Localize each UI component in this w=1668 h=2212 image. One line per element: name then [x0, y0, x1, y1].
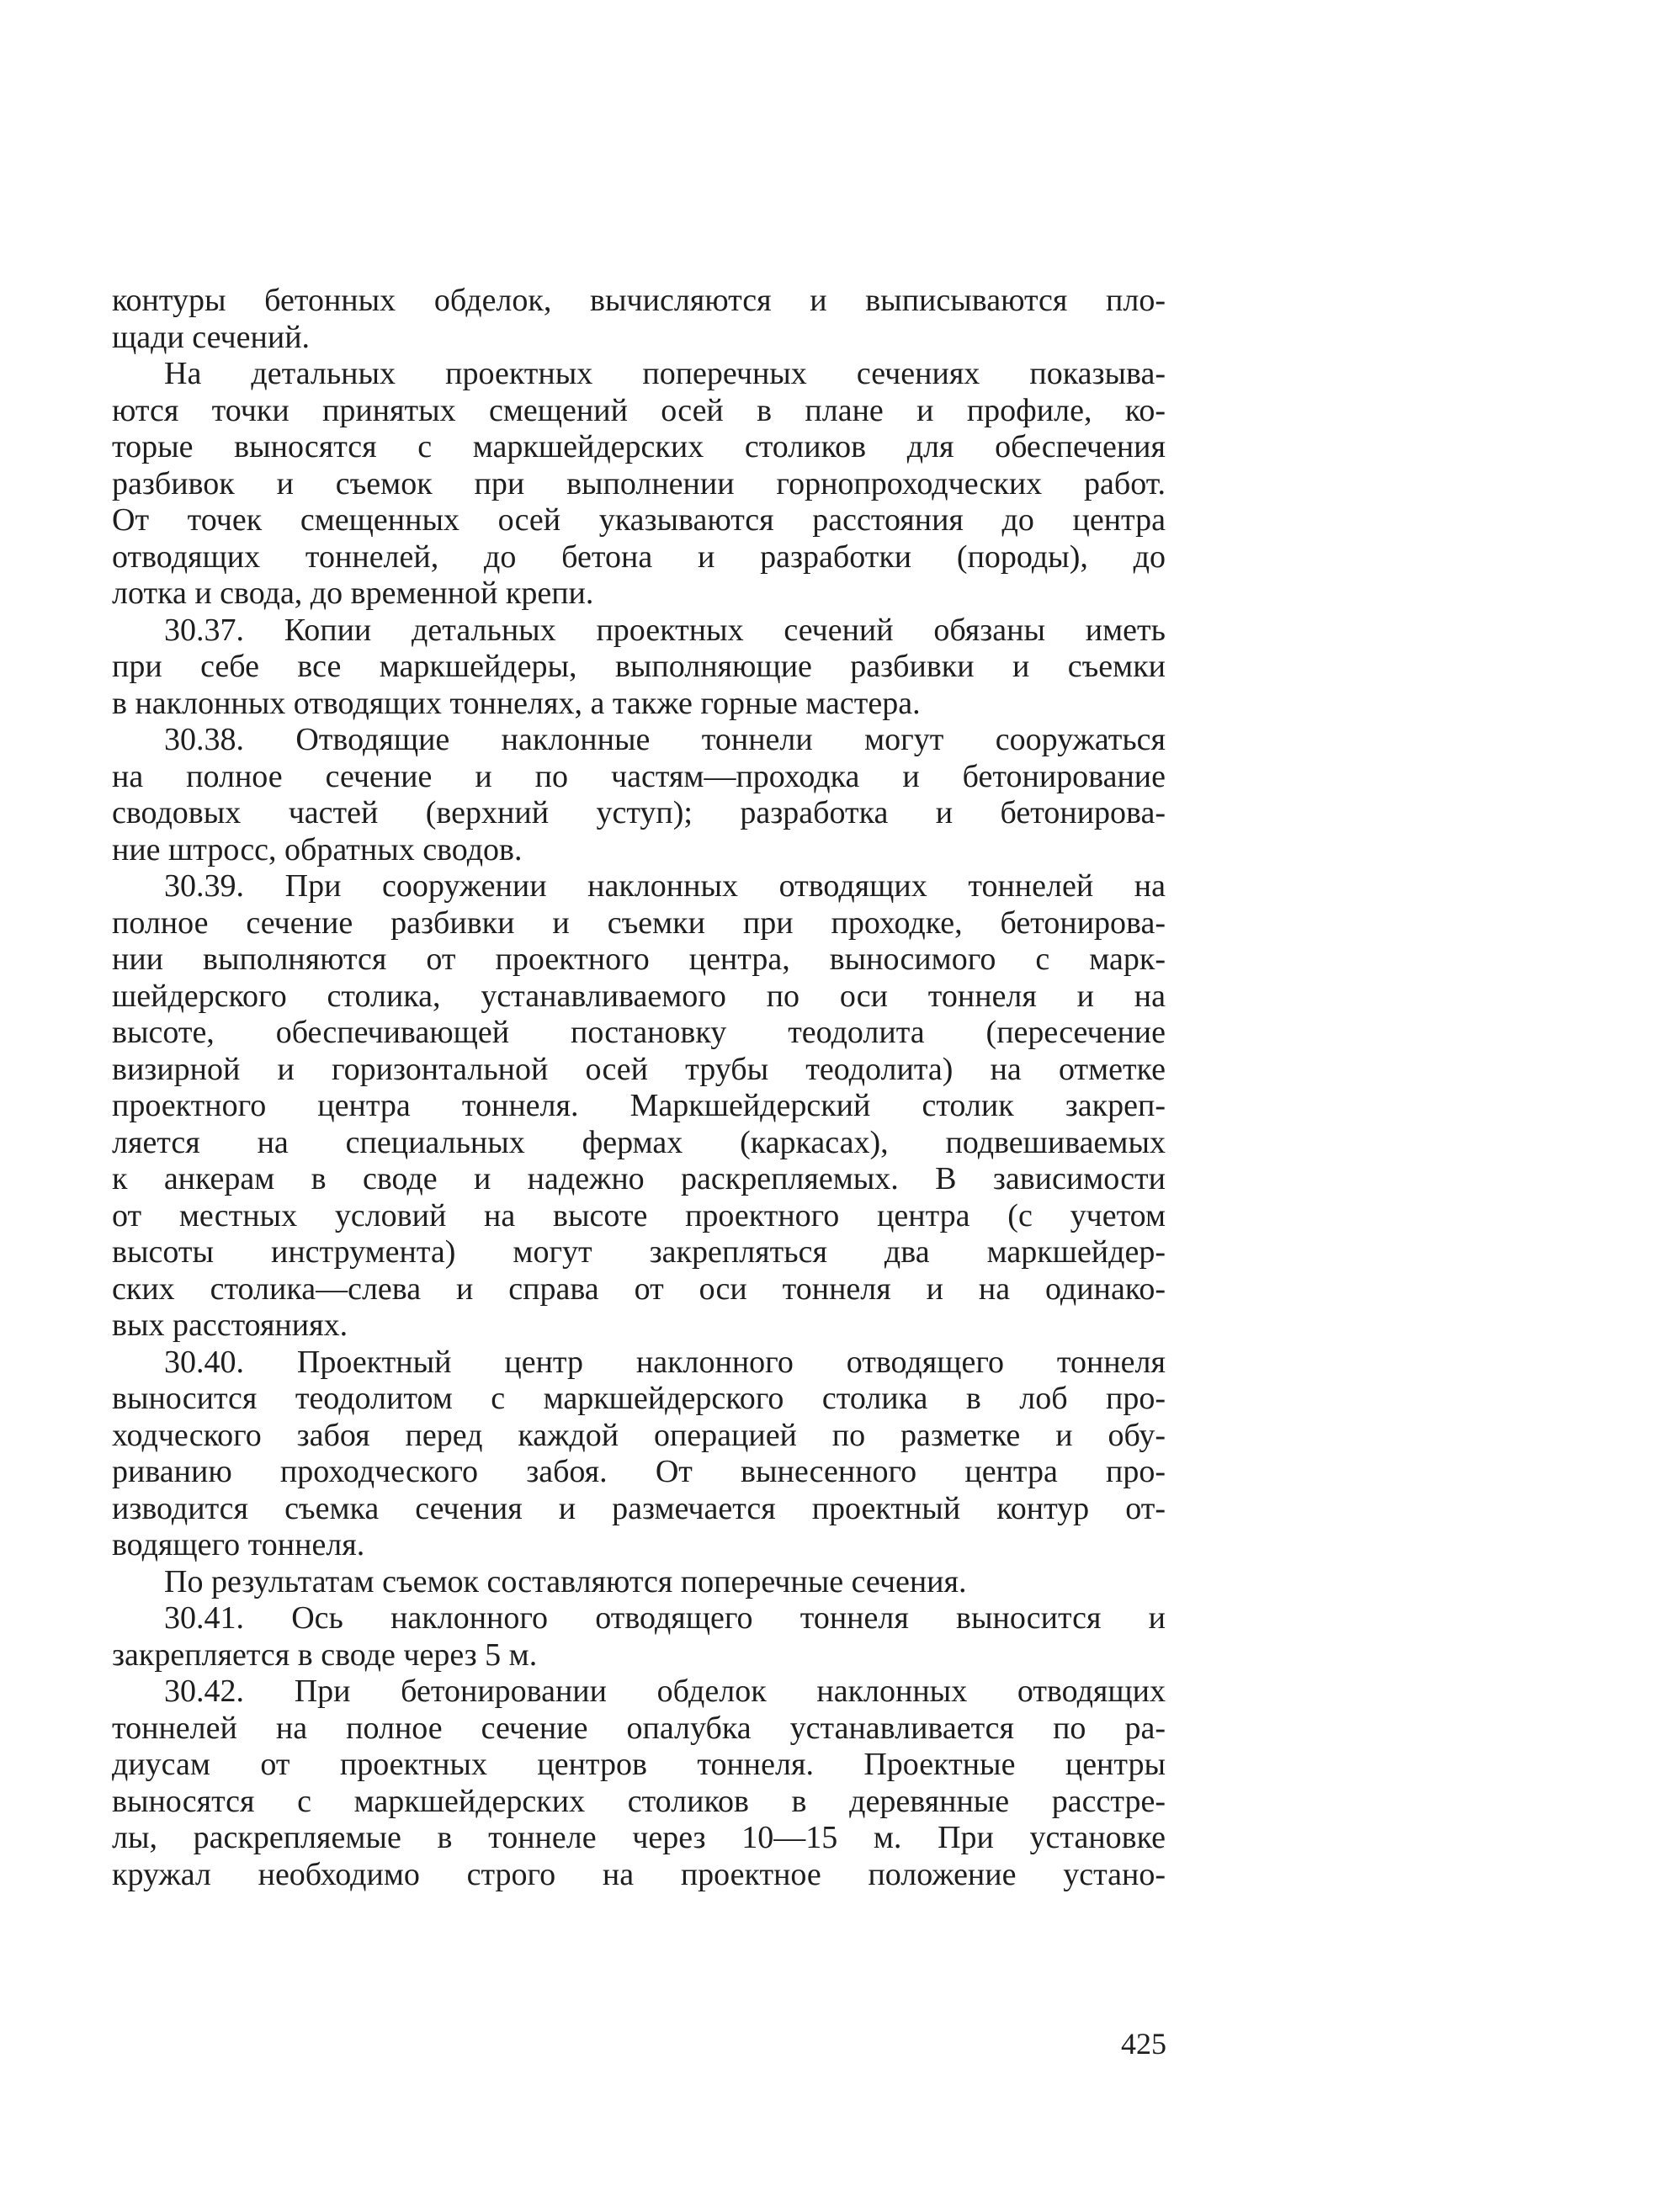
text-line: ских столика—слева и справа от оси тоннеля и на одинако-: [112, 1270, 1166, 1307]
text-line: высоте, обеспечивающей постановку теодолита (пересечение: [112, 1015, 1166, 1050]
text-line: от местных условий на высоте проектного центра (с учетом: [112, 1197, 1166, 1233]
text-line: лы, раскрепляемые в тоннеле через 10—15 м. При установке: [112, 1820, 1166, 1855]
text-line: 30.40. Проектный центр наклонного отводящего тоннеля: [164, 1344, 1166, 1380]
text-line: От точек смещенных осей указываются расстояния до центра: [112, 502, 1166, 538]
text-line: 30.41. Ось наклонного отводящего тоннеля выносится и: [164, 1600, 1166, 1636]
text-line: ние штросс, обратных сводов.: [112, 831, 523, 867]
text-line: лотка и свода, до временной крепи.: [112, 576, 594, 611]
text-line: полное сечение разбивки и съемки при проходке, бетонирова-: [112, 904, 1166, 941]
text-line: проектного центра тоннеля. Маркшейдерский столик закреп-: [112, 1088, 1166, 1123]
text-line: На детальных проектных поперечных сечениях показыва-: [164, 356, 1166, 391]
text-line: высоты инструмента) могут закрепляться два маркшейдер-: [112, 1234, 1166, 1270]
text-line: сводовых частей (верхний уступ); разработка и бетонирова-: [112, 795, 1166, 830]
text-line: ются точки принятых смещений осей в плане и профиле, ко-: [112, 392, 1166, 428]
text-line: водящего тоннеля.: [112, 1527, 365, 1562]
text-line: изводится съемка сечения и размечается проектный контур от-: [112, 1490, 1166, 1526]
text-line: 30.37. Копии детальных проектных сечений обязаны иметь: [164, 612, 1166, 648]
text-line: разбивок и съемок при выполнении горнопроходческих работ.: [112, 465, 1166, 501]
text-line: диусам от проектных центров тоннеля. Проектные центры: [112, 1747, 1166, 1782]
text-line: По результатам съемок составляются поперечные сечения.: [164, 1563, 967, 1599]
text-line: торые выносятся с маркшейдерских столиков для обеспечения: [112, 429, 1166, 464]
body-text: [112, 283, 1166, 1893]
text-line: ходческого забоя перед каждой операцией по разметке и обу-: [112, 1417, 1166, 1453]
text-line: щади сечений.: [112, 319, 311, 355]
text-line: на полное сечение и по частям—проходка и бетонирование: [112, 758, 1166, 794]
text-line: при себе все маркшейдеры, выполняющие разбивки и съемки: [112, 649, 1166, 684]
text-line: 30.42. При бетонировании обделок наклонных отводящих: [164, 1674, 1166, 1709]
page-number: 425: [1121, 2027, 1166, 2061]
text-line: риванию проходческого забоя. От вынесенного центра про-: [112, 1454, 1166, 1489]
text-line: 30.39. При сооружении наклонных отводящих тоннелей на: [164, 868, 1166, 904]
text-line: нии выполняются от проектного центра, выносимого с марк-: [112, 942, 1166, 977]
text-line: в наклонных отводящих тоннелях, а также горные мастера.: [112, 685, 921, 721]
text-line: визирной и горизонтальной осей трубы теодолита) на отметке: [112, 1051, 1166, 1087]
text-line: отводящих тоннелей, до бетона и разработки (породы), до: [112, 538, 1166, 575]
text-line: ляется на специальных фермах (каркасах), подвешиваемых: [112, 1124, 1166, 1160]
text-line: закрепляется в своде через 5 м.: [112, 1636, 538, 1673]
text-line: к анкерам в своде и надежно раскрепляемых. В зависимости: [112, 1161, 1166, 1196]
text-line: выносятся с маркшейдерских столиков в деревянные расстре-: [112, 1783, 1166, 1819]
text-line: вых расстояниях.: [112, 1308, 348, 1343]
text-line: тоннелей на полное сечение опалубка устанавливается по ра-: [112, 1710, 1166, 1746]
text-line: 30.38. Отводящие наклонные тоннели могут сооружаться: [164, 722, 1166, 757]
text-line: шейдерского столика, устанавливаемого по оси тоннеля и на: [112, 978, 1166, 1014]
text-line: контуры бетонных обделок, вычисляются и выписываются пло-: [112, 283, 1166, 318]
text-line: кружал необходимо строго на проектное положение устано-: [112, 1856, 1166, 1892]
text-line: выносится теодолитом с маркшейдерского столика в лоб про-: [112, 1381, 1166, 1416]
